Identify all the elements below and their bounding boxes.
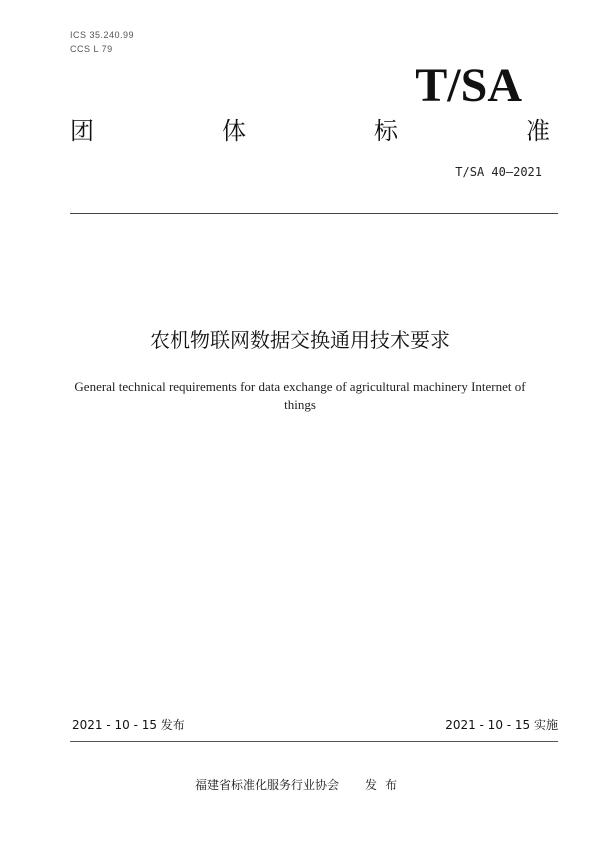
publish-date: 2021 - 10 - 15 发布 xyxy=(72,718,185,732)
publisher-name: 福建省标准化服务行业协会 xyxy=(194,778,339,792)
standard-number: T/SA 40—2021 xyxy=(455,165,542,179)
standard-type-char: 标 xyxy=(374,117,398,145)
standard-type-char: 体 xyxy=(222,117,246,145)
tsa-logo: T/SA xyxy=(415,59,522,112)
standard-type-char: 准 xyxy=(526,117,550,145)
ccs-code: CCS L 79 xyxy=(70,44,113,54)
standard-type-char: 团 xyxy=(70,117,94,145)
title-english: General technical requirements for data exchange of agricultural machinery Internet of things xyxy=(74,379,526,412)
implement-date: 2021 - 10 - 15 实施 xyxy=(445,718,558,732)
ics-code: ICS 35.240.99 xyxy=(70,30,135,40)
standard-type xyxy=(70,116,550,146)
bottom-divider xyxy=(70,741,558,742)
title-chinese: 农机物联网数据交换通用技术要求 xyxy=(150,328,450,352)
top-divider xyxy=(70,213,558,214)
publisher-line xyxy=(0,776,600,793)
publish-label: 发布 xyxy=(365,778,406,792)
